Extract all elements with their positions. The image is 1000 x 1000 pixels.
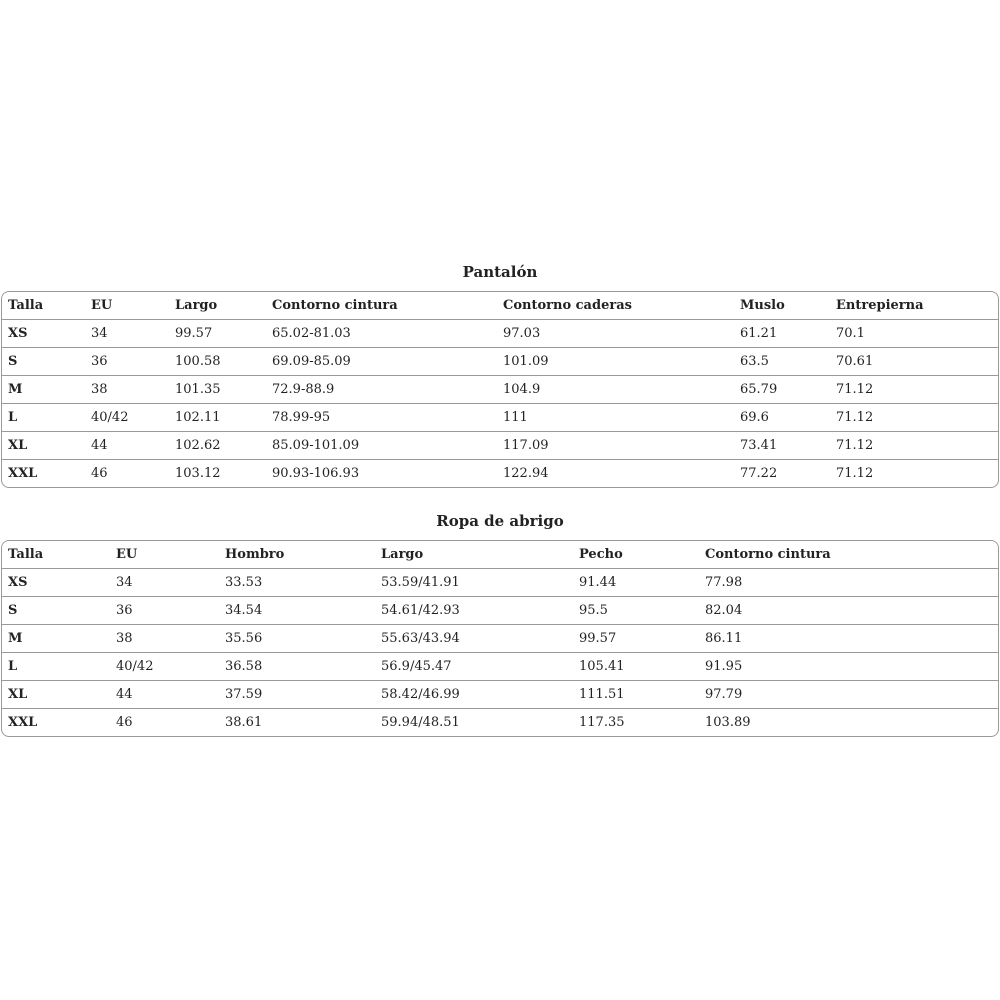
table-row	[2, 432, 998, 460]
table-cell: 37.59	[219, 681, 375, 709]
size-cell: XXL	[2, 460, 85, 488]
header-cell: Contorno caderas	[503, 298, 632, 313]
table-cell: 122.94	[497, 460, 734, 488]
table-cell: 77.98	[699, 569, 998, 597]
pantalon-table-box	[1, 291, 999, 488]
table-cell: 44	[85, 432, 169, 460]
table-cell: 73.41	[734, 432, 830, 460]
size-cell: XS	[2, 569, 110, 597]
table-cell: 101.09	[497, 348, 734, 376]
size-cell: XS	[2, 320, 85, 348]
abrigo-header-row	[2, 541, 998, 569]
header-cell: Contorno cintura	[705, 547, 831, 562]
pantalon-header-row	[2, 292, 998, 320]
pantalon-title: Pantalón	[462, 263, 538, 281]
table-cell: 44	[110, 681, 219, 709]
table-cell: 65.02-81.03	[266, 320, 497, 348]
table-row	[2, 376, 998, 404]
table-cell: 56.9/45.47	[375, 653, 573, 681]
header-cell: Muslo	[740, 298, 785, 313]
table-cell: 103.12	[169, 460, 266, 488]
pantalon-size-table	[2, 292, 998, 487]
table-cell: 90.93-106.93	[266, 460, 497, 488]
table-cell: 97.79	[699, 681, 998, 709]
table-row	[2, 681, 998, 709]
abrigo-title: Ropa de abrigo	[436, 512, 564, 530]
table-cell: 54.61/42.93	[375, 597, 573, 625]
table-cell: 36	[110, 597, 219, 625]
table-cell: 104.9	[497, 376, 734, 404]
table-cell: 46	[85, 460, 169, 488]
table-cell: 55.63/43.94	[375, 625, 573, 653]
table-row	[2, 597, 998, 625]
size-cell: M	[2, 376, 85, 404]
header-cell: Talla	[8, 298, 44, 313]
header-cell: Largo	[175, 298, 218, 313]
table-cell: 36.58	[219, 653, 375, 681]
table-cell: 71.12	[830, 376, 998, 404]
header-cell: Hombro	[225, 547, 285, 562]
table-cell: 71.12	[830, 404, 998, 432]
table-cell: 78.99-95	[266, 404, 497, 432]
table-cell: 69.6	[734, 404, 830, 432]
table-cell: 71.12	[830, 460, 998, 488]
table-cell: 99.57	[169, 320, 266, 348]
table-cell: 61.21	[734, 320, 830, 348]
table-cell: 105.41	[573, 653, 699, 681]
table-cell: 63.5	[734, 348, 830, 376]
table-row	[2, 569, 998, 597]
size-cell: XL	[2, 432, 85, 460]
table-cell: 72.9-88.9	[266, 376, 497, 404]
table-cell: 117.35	[573, 709, 699, 737]
table-row	[2, 348, 998, 376]
table-cell: 40/42	[110, 653, 219, 681]
table-cell: 33.53	[219, 569, 375, 597]
abrigo-size-table	[2, 541, 998, 736]
table-cell: 91.95	[699, 653, 998, 681]
table-cell: 82.04	[699, 597, 998, 625]
table-cell: 97.03	[497, 320, 734, 348]
table-cell: 77.22	[734, 460, 830, 488]
table-cell: 100.58	[169, 348, 266, 376]
header-cell: Talla	[8, 547, 44, 562]
size-cell: L	[2, 404, 85, 432]
table-cell: 34	[85, 320, 169, 348]
size-cell: M	[2, 625, 110, 653]
table-cell: 59.94/48.51	[375, 709, 573, 737]
table-cell: 117.09	[497, 432, 734, 460]
size-cell: S	[2, 348, 85, 376]
table-cell: 99.57	[573, 625, 699, 653]
size-cell: XL	[2, 681, 110, 709]
header-cell: EU	[91, 298, 113, 313]
table-row	[2, 625, 998, 653]
table-cell: 101.35	[169, 376, 266, 404]
table-cell: 40/42	[85, 404, 169, 432]
table-cell: 65.79	[734, 376, 830, 404]
abrigo-section	[1, 511, 999, 737]
table-cell: 36	[85, 348, 169, 376]
table-cell: 38	[85, 376, 169, 404]
size-cell: XXL	[2, 709, 110, 737]
table-cell: 103.89	[699, 709, 998, 737]
table-cell: 102.62	[169, 432, 266, 460]
header-cell: Pecho	[579, 547, 623, 562]
header-cell: EU	[116, 547, 138, 562]
table-cell: 111	[497, 404, 734, 432]
table-cell: 70.1	[830, 320, 998, 348]
header-cell: Contorno cintura	[272, 298, 398, 313]
table-cell: 58.42/46.99	[375, 681, 573, 709]
table-row	[2, 320, 998, 348]
table-cell: 38.61	[219, 709, 375, 737]
table-cell: 111.51	[573, 681, 699, 709]
header-cell: Largo	[381, 547, 424, 562]
table-cell: 85.09-101.09	[266, 432, 497, 460]
table-cell: 71.12	[830, 432, 998, 460]
table-cell: 69.09-85.09	[266, 348, 497, 376]
table-cell: 95.5	[573, 597, 699, 625]
table-cell: 53.59/41.91	[375, 569, 573, 597]
header-cell: Entrepierna	[836, 298, 924, 313]
table-cell: 38	[110, 625, 219, 653]
table-row	[2, 709, 998, 737]
table-cell: 102.11	[169, 404, 266, 432]
table-row	[2, 460, 998, 488]
table-cell: 70.61	[830, 348, 998, 376]
size-cell: L	[2, 653, 110, 681]
table-row	[2, 653, 998, 681]
abrigo-table-box	[1, 540, 999, 737]
pantalon-section	[1, 262, 999, 488]
size-cell: S	[2, 597, 110, 625]
table-cell: 34	[110, 569, 219, 597]
table-cell: 86.11	[699, 625, 998, 653]
table-cell: 34.54	[219, 597, 375, 625]
table-cell: 35.56	[219, 625, 375, 653]
table-cell: 91.44	[573, 569, 699, 597]
table-cell: 46	[110, 709, 219, 737]
table-row	[2, 404, 998, 432]
